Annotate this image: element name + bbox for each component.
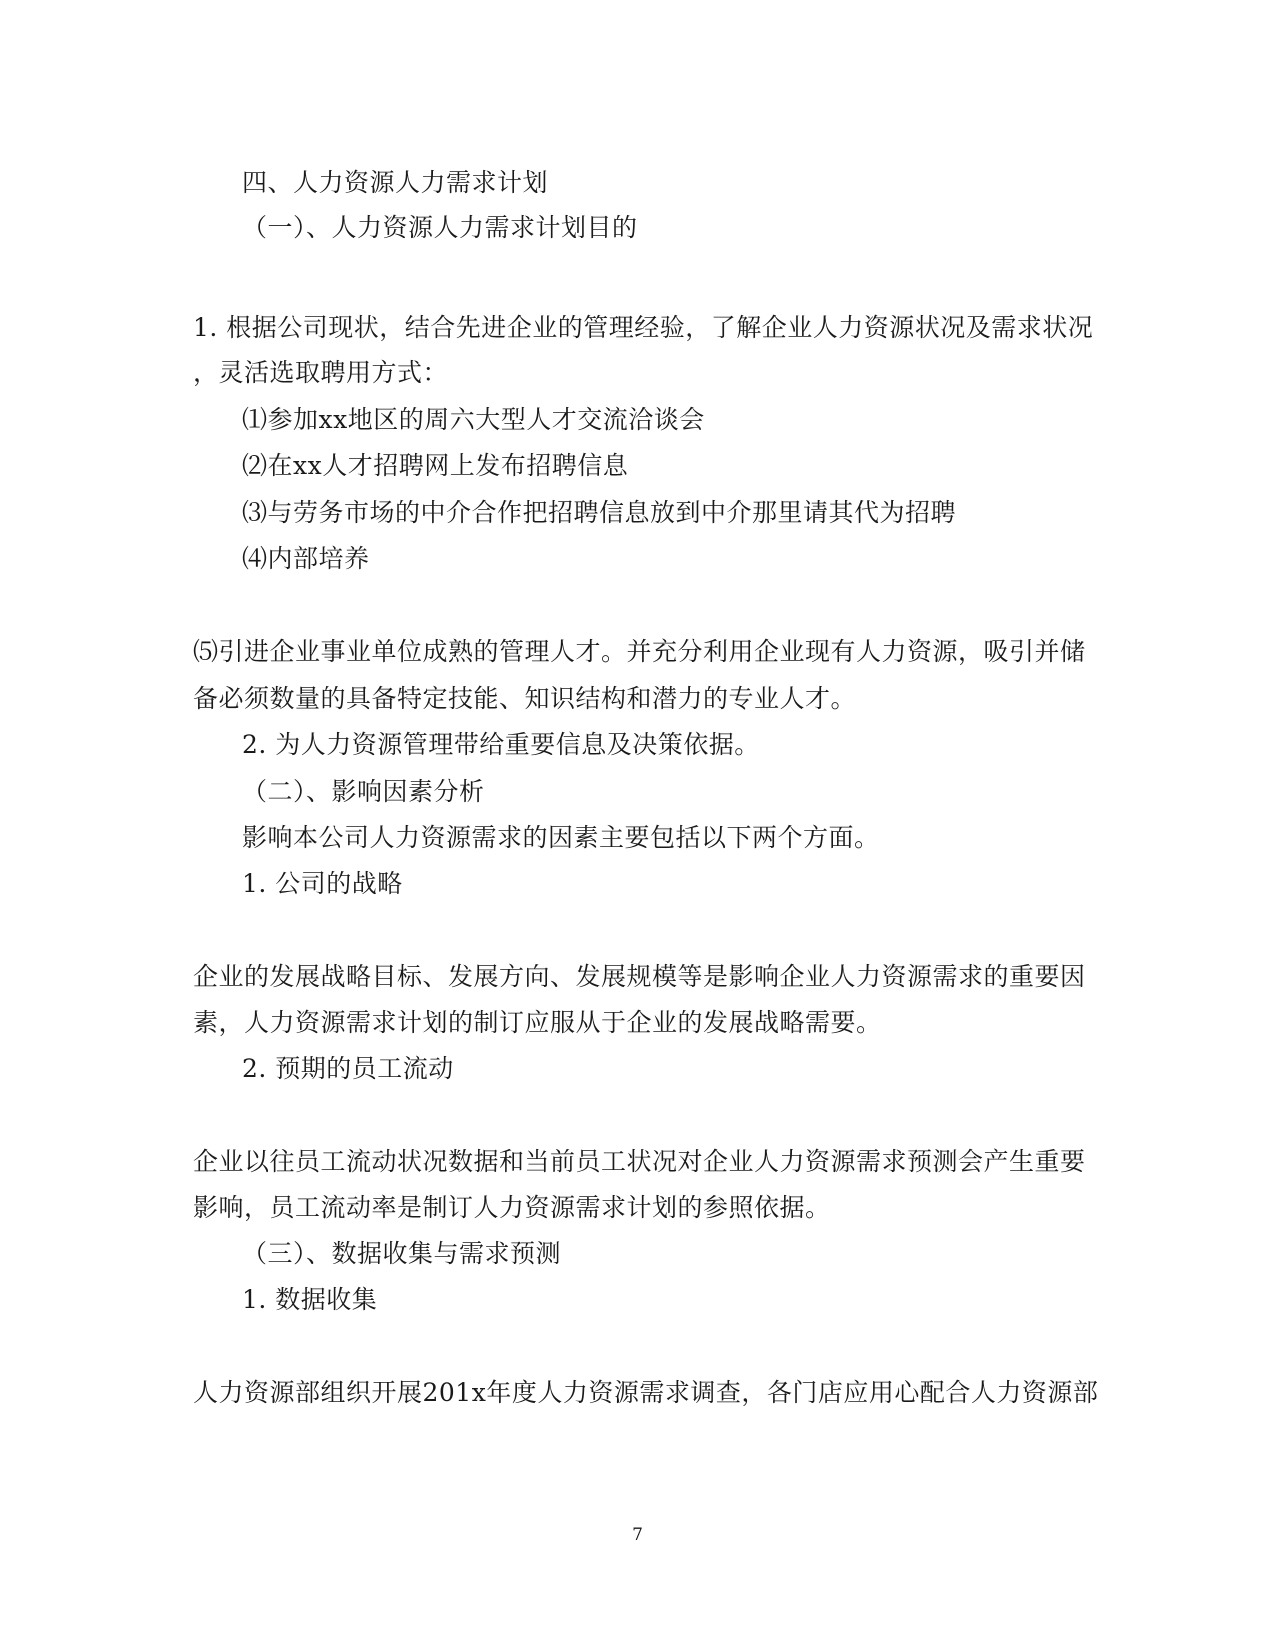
subsection-heading: （一）、人力资源人力需求计划目的 [242, 213, 638, 242]
subsection-heading: （三）、数据收集与需求预测 [242, 1239, 562, 1268]
paragraph-line: 2. 为人力资源管理带给重要信息及决策依据。 [242, 730, 760, 759]
page-number: 7 [632, 1525, 643, 1545]
paragraph-line: 1. 根据公司现状，结合先进企业的管理经验，了解企业人力资源状况及需求状况 [193, 313, 1094, 342]
paragraph-line: 备必须数量的具备特定技能、知识结构和潜力的专业人才。 [193, 684, 857, 713]
paragraph-line: ⑸引进企业事业单位成熟的管理人才。并充分利用企业现有人力资源，吸引并储 [193, 637, 1086, 666]
paragraph-line: 影响，员工流动率是制订人力资源需求计划的参照依据。 [193, 1193, 831, 1222]
list-item: ⑴参加xx地区的周六大型人才交流洽谈会 [242, 405, 705, 434]
item-heading: 2. 预期的员工流动 [242, 1054, 454, 1083]
subsection-heading: （二）、影响因素分析 [242, 777, 485, 806]
list-item: ⑵在xx人才招聘网上发布招聘信息 [242, 451, 629, 480]
paragraph-line: 人力资源部组织开展201x年度人力资源需求调查，各门店应用心配合人力资源部 [193, 1378, 1099, 1407]
item-heading: 1. 数据收集 [242, 1285, 378, 1314]
item-heading: 1. 公司的战略 [242, 869, 403, 898]
paragraph-line: 企业以往员工流动状况数据和当前员工状况对企业人力资源需求预测会产生重要 [193, 1147, 1086, 1176]
list-item: ⑶与劳务市场的中介合作把招聘信息放到中介那里请其代为招聘 [242, 498, 957, 527]
section-heading: 四、人力资源人力需求计划 [242, 168, 549, 197]
paragraph-line: 素，人力资源需求计划的制订应服从于企业的发展战略需要。 [193, 1008, 882, 1037]
paragraph-line: ，灵活选取聘用方式： [193, 358, 449, 387]
paragraph-line: 企业的发展战略目标、发展方向、发展规模等是影响企业人力资源需求的重要因 [193, 962, 1086, 991]
paragraph-line: 影响本公司人力资源需求的因素主要包括以下两个方面。 [242, 823, 880, 852]
list-item: ⑷内部培养 [242, 544, 370, 573]
